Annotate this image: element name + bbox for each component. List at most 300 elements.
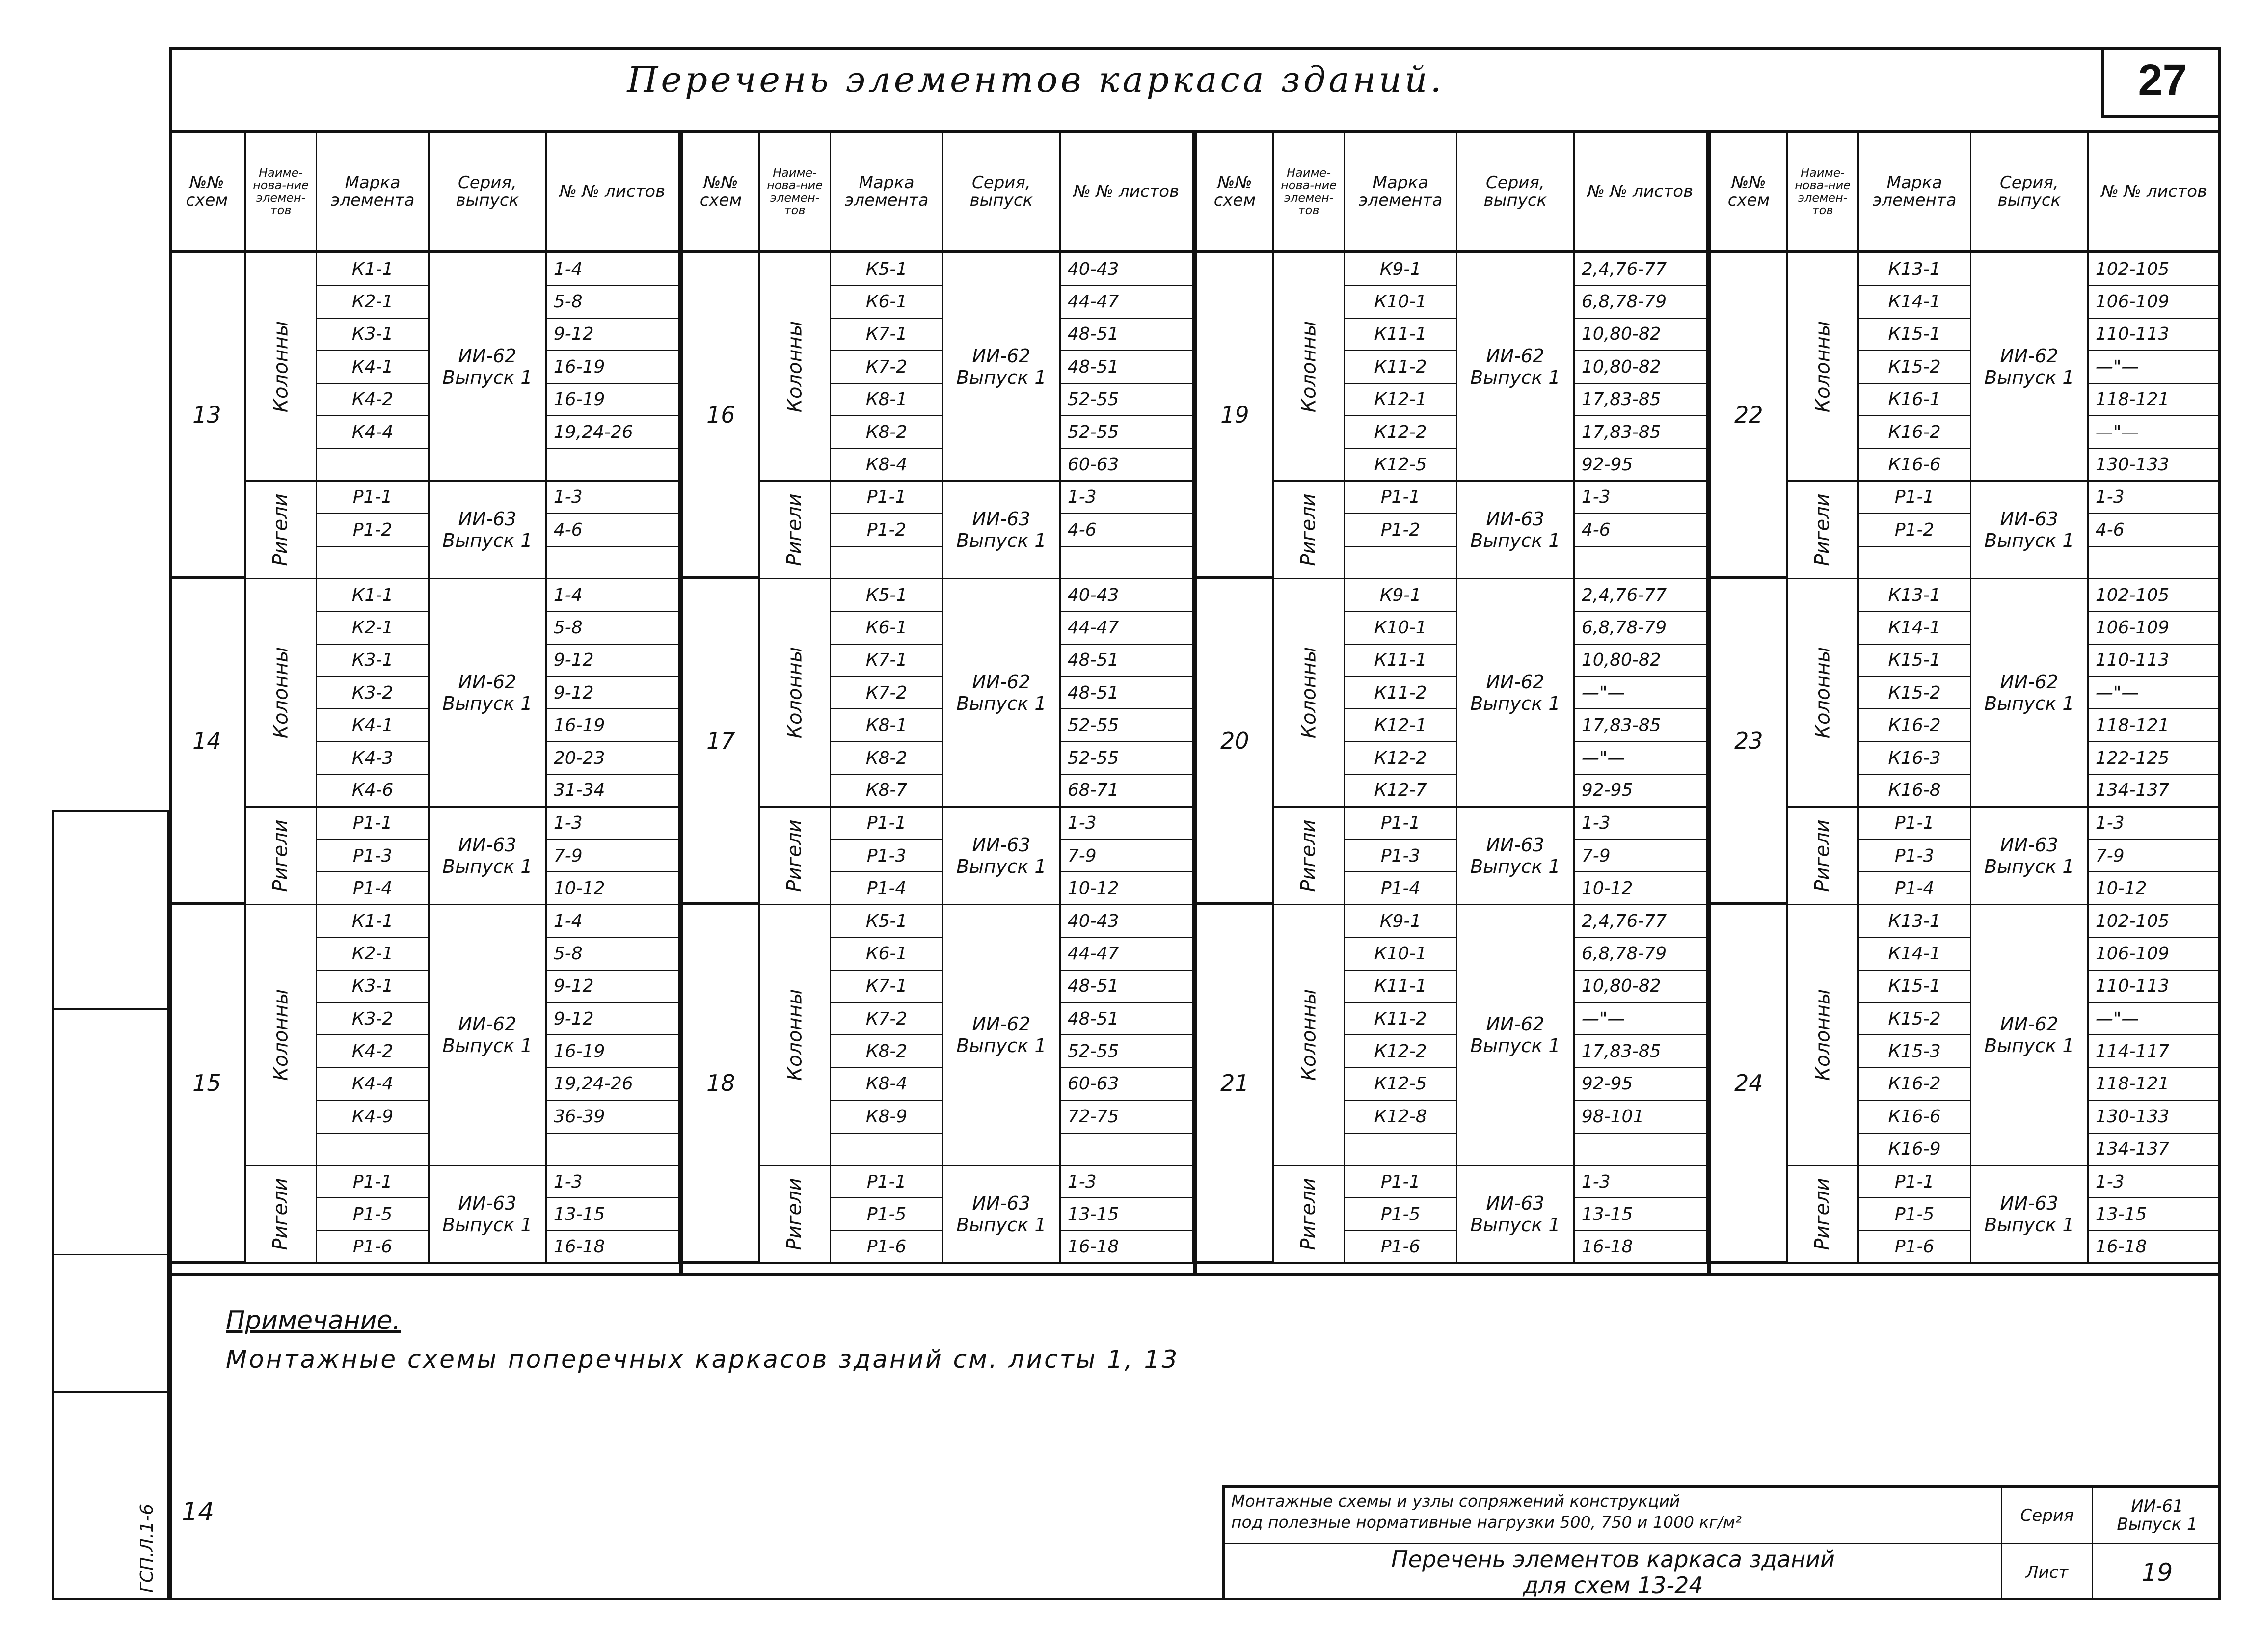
element-series <box>943 579 1061 808</box>
element-sheets: 5-8 <box>547 938 679 970</box>
element-mark: К12-2 <box>1345 742 1457 775</box>
element-mark: К16-6 <box>1859 449 1971 481</box>
element-mark <box>1345 1134 1457 1166</box>
series-line: ИИ-62 <box>2000 1013 2059 1035</box>
element-mark: К13-1 <box>1859 905 1971 938</box>
element-mark: К8-2 <box>831 742 943 775</box>
element-sheets: 102-105 <box>2089 253 2221 286</box>
element-type <box>1788 808 1859 905</box>
element-mark: К6-1 <box>831 612 943 644</box>
element-mark: К4-6 <box>317 775 430 807</box>
element-mark: Р1-3 <box>831 840 943 872</box>
element-mark: Р1-4 <box>1859 872 1971 905</box>
element-mark: К7-2 <box>831 677 943 709</box>
element-mark: К4-2 <box>317 384 430 416</box>
element-mark: Р1-5 <box>831 1198 943 1231</box>
element-mark: К4-1 <box>317 351 430 383</box>
element-sheets: 6,8,78-79 <box>1575 938 1707 970</box>
series-line: ИИ-63 <box>458 1192 517 1215</box>
element-mark: Р1-6 <box>317 1231 430 1264</box>
element-mark: К12-7 <box>1345 775 1457 807</box>
header-mark: Марка элемента <box>317 133 430 253</box>
header-series: Серия, выпуск <box>430 133 547 253</box>
element-sheets: 16-18 <box>2089 1231 2221 1264</box>
series-line: Выпуск 1 <box>442 366 533 388</box>
element-mark <box>831 547 943 579</box>
header-sheets: № № листов <box>1061 133 1193 253</box>
element-mark: К11-2 <box>1345 351 1457 383</box>
element-mark: Р1-5 <box>1859 1198 1971 1231</box>
scheme-number: 14 <box>169 579 246 905</box>
element-mark: Р1-2 <box>317 514 430 546</box>
element-mark: Р1-1 <box>1859 482 1971 514</box>
element-mark: Р1-1 <box>831 482 943 514</box>
element-sheets: 4-6 <box>2089 514 2221 546</box>
header-series: Серия, выпуск <box>1971 133 2089 253</box>
element-type-label: Колонны <box>1297 647 1320 739</box>
header-scheme: №№ схем <box>169 133 246 253</box>
element-mark: К16-8 <box>1859 775 1971 807</box>
header-scheme: №№ схем <box>683 133 760 253</box>
element-mark: К10-1 <box>1345 612 1457 644</box>
element-series <box>943 253 1061 482</box>
element-sheets: 48-51 <box>1061 319 1193 351</box>
element-sheets: 13-15 <box>1575 1198 1707 1231</box>
element-sheets: 9-12 <box>547 1003 679 1035</box>
element-series <box>943 482 1061 579</box>
element-sheets: 52-55 <box>1061 416 1193 449</box>
scheme-number: 21 <box>1197 905 1274 1264</box>
element-mark: К3-1 <box>317 971 430 1003</box>
series-value-line: ИИ-61 <box>2131 1496 2183 1516</box>
side-divider <box>54 1008 167 1010</box>
element-series <box>1971 482 2089 579</box>
element-mark: К12-5 <box>1345 1068 1457 1101</box>
element-type <box>1788 253 1859 482</box>
element-type-label: Ригели <box>783 1178 807 1250</box>
element-type-label: Ригели <box>269 819 293 892</box>
element-sheets: 102-105 <box>2089 579 2221 612</box>
element-sheets: 4-6 <box>547 514 679 546</box>
element-mark: К11-2 <box>1345 677 1457 709</box>
element-sheets: —"— <box>2089 677 2221 709</box>
element-sheets: 102-105 <box>2089 905 2221 938</box>
header-series: Серия, выпуск <box>943 133 1061 253</box>
series-line: Выпуск 1 <box>1984 855 2074 877</box>
element-sheets: 7-9 <box>547 840 679 872</box>
element-mark: Р1-6 <box>831 1231 943 1264</box>
element-mark: К15-2 <box>1859 1003 1971 1035</box>
series-line: Выпуск 1 <box>1984 692 2074 714</box>
series-line: ИИ-63 <box>1486 508 1545 530</box>
header-scheme: №№ схем <box>1711 133 1788 253</box>
element-sheets: 16-19 <box>547 351 679 383</box>
notes-title: Примечание. <box>226 1306 401 1335</box>
element-mark: К7-2 <box>831 351 943 383</box>
series-line: ИИ-63 <box>458 508 517 530</box>
scheme-number: 19 <box>1197 253 1274 579</box>
series-line: ИИ-62 <box>458 1013 517 1035</box>
element-sheets: 1-3 <box>2089 1166 2221 1198</box>
element-mark: К15-1 <box>1859 645 1971 677</box>
element-mark: К8-2 <box>831 416 943 449</box>
element-mark <box>317 449 430 481</box>
element-mark: К12-5 <box>1345 449 1457 481</box>
element-mark: Р1-4 <box>317 872 430 905</box>
element-mark: К16-3 <box>1859 742 1971 775</box>
header-series: Серия, выпуск <box>1457 133 1575 253</box>
element-mark: К8-4 <box>831 1068 943 1101</box>
element-sheets: 16-19 <box>547 709 679 742</box>
series-line: Выпуск 1 <box>442 855 533 877</box>
table-group <box>683 133 1197 1273</box>
element-mark: К15-2 <box>1859 351 1971 383</box>
element-type-label: Ригели <box>783 819 807 892</box>
scheme-number: 23 <box>1711 579 1788 905</box>
element-mark: К6-1 <box>831 286 943 318</box>
element-sheets: 40-43 <box>1061 253 1193 286</box>
element-sheets <box>547 449 679 481</box>
corner-number: 14 <box>182 1497 215 1527</box>
element-sheets: 13-15 <box>1061 1198 1193 1231</box>
element-sheets: 17,83-85 <box>1575 1035 1707 1068</box>
element-sheets: 16-18 <box>1061 1231 1193 1264</box>
table-group <box>169 133 683 1273</box>
element-type <box>1274 482 1345 579</box>
element-sheets: 92-95 <box>1575 1068 1707 1101</box>
element-mark: К4-4 <box>317 416 430 449</box>
series-line: ИИ-62 <box>972 1013 1031 1035</box>
series-line: Выпуск 1 <box>956 692 1047 714</box>
element-mark: Р1-1 <box>317 1166 430 1198</box>
series-value-line: Выпуск 1 <box>2117 1515 2198 1534</box>
element-type-label: Ригели <box>1297 819 1320 892</box>
element-sheets: 52-55 <box>1061 384 1193 416</box>
element-sheets: 1-4 <box>547 253 679 286</box>
series-line: Выпуск 1 <box>1984 1034 2074 1056</box>
sheet-title-line: Перечень элементов каркаса зданий <box>1391 1546 1835 1572</box>
title-block-sheet-title <box>1225 1544 2001 1600</box>
element-sheets: 44-47 <box>1061 286 1193 318</box>
element-type-label: Колонны <box>269 989 293 1081</box>
element-sheets: 5-8 <box>547 286 679 318</box>
element-mark: К14-1 <box>1859 612 1971 644</box>
element-sheets: 10-12 <box>1061 872 1193 905</box>
element-series <box>943 1166 1061 1264</box>
element-mark: К10-1 <box>1345 286 1457 318</box>
series-line: Выпуск 1 <box>1470 692 1561 714</box>
element-mark: Р1-1 <box>1345 808 1457 840</box>
element-type-label: Ригели <box>269 1178 293 1250</box>
element-mark: Р1-2 <box>1345 514 1457 546</box>
scheme-number: 24 <box>1711 905 1788 1264</box>
element-mark: К12-2 <box>1345 1035 1457 1068</box>
header-type: Наиме-нова-ние элемен-тов <box>760 133 831 253</box>
element-sheets: 1-3 <box>547 1166 679 1198</box>
element-sheets: 16-18 <box>1575 1231 1707 1264</box>
element-type-label: Ригели <box>1811 1178 1834 1250</box>
element-sheets: 7-9 <box>1575 840 1707 872</box>
element-mark <box>317 1134 430 1166</box>
element-sheets: 31-34 <box>547 775 679 807</box>
element-series <box>1457 1166 1575 1264</box>
element-sheets: —"— <box>2089 351 2221 383</box>
element-mark: Р1-1 <box>1859 1166 1971 1198</box>
element-sheets: 40-43 <box>1061 579 1193 612</box>
element-mark: Р1-6 <box>1859 1231 1971 1264</box>
description-line: Монтажные схемы и узлы сопряжений конструкций <box>1231 1491 1680 1511</box>
element-type <box>246 253 317 482</box>
series-line: ИИ-63 <box>1486 1192 1545 1215</box>
element-sheets: 10,80-82 <box>1575 351 1707 383</box>
header-mark: Марка элемента <box>831 133 943 253</box>
element-type-label: Колонны <box>1297 321 1320 413</box>
element-mark: К4-4 <box>317 1068 430 1101</box>
series-line: Выпуск 1 <box>956 1034 1047 1056</box>
element-mark: К16-1 <box>1859 384 1971 416</box>
element-sheets <box>1061 1134 1193 1166</box>
element-type <box>1274 905 1345 1166</box>
element-sheets <box>1575 1134 1707 1166</box>
element-sheets: 106-109 <box>2089 286 2221 318</box>
element-sheets: 20-23 <box>547 742 679 775</box>
element-mark: К8-4 <box>831 449 943 481</box>
header-type: Наиме-нова-ние элемен-тов <box>1274 133 1345 253</box>
element-mark: К16-2 <box>1859 709 1971 742</box>
element-sheets: 2,4,76-77 <box>1575 253 1707 286</box>
element-type-label: Колонны <box>783 647 807 739</box>
element-type <box>246 905 317 1166</box>
element-type-label: Ригели <box>269 493 293 566</box>
scheme-number: 16 <box>683 253 760 579</box>
element-mark: К12-8 <box>1345 1101 1457 1133</box>
element-type <box>246 482 317 579</box>
element-mark: Р1-4 <box>1345 872 1457 905</box>
element-type <box>1788 905 1859 1166</box>
element-sheets: 16-18 <box>547 1231 679 1264</box>
element-mark: Р1-1 <box>1859 808 1971 840</box>
element-sheets: 130-133 <box>2089 449 2221 481</box>
series-line: Выпуск 1 <box>1984 1214 2074 1236</box>
element-mark: К11-1 <box>1345 971 1457 1003</box>
element-series <box>1971 808 2089 905</box>
series-line: ИИ-63 <box>2000 508 2059 530</box>
element-sheets: 2,4,76-77 <box>1575 905 1707 938</box>
element-mark: К8-9 <box>831 1101 943 1133</box>
element-sheets: 10,80-82 <box>1575 645 1707 677</box>
header-mark: Марка элемента <box>1345 133 1457 253</box>
element-mark: К14-1 <box>1859 938 1971 970</box>
element-mark: К4-1 <box>317 709 430 742</box>
element-sheets: 10-12 <box>2089 872 2221 905</box>
element-sheets: 1-3 <box>1061 808 1193 840</box>
element-sheets: 13-15 <box>2089 1198 2221 1231</box>
element-mark: К12-1 <box>1345 709 1457 742</box>
series-line: Выпуск 1 <box>442 529 533 551</box>
series-line: Выпуск 1 <box>1984 529 2074 551</box>
element-mark: Р1-1 <box>317 808 430 840</box>
series-line: Выпуск 1 <box>442 1034 533 1056</box>
element-type <box>1274 253 1345 482</box>
header-scheme: №№ схем <box>1197 133 1274 253</box>
element-series <box>1457 905 1575 1166</box>
scheme-number: 22 <box>1711 253 1788 579</box>
element-type <box>760 253 831 482</box>
series-line: ИИ-63 <box>458 834 517 856</box>
element-mark: К4-3 <box>317 742 430 775</box>
element-sheets: 16-19 <box>547 1035 679 1068</box>
series-value <box>2092 1488 2221 1544</box>
element-sheets: 17,83-85 <box>1575 416 1707 449</box>
element-mark: К1-1 <box>317 905 430 938</box>
element-sheets: 40-43 <box>1061 905 1193 938</box>
element-sheets: 110-113 <box>2089 971 2221 1003</box>
element-sheets: 17,83-85 <box>1575 384 1707 416</box>
element-sheets: 48-51 <box>1061 351 1193 383</box>
element-mark: К1-1 <box>317 253 430 286</box>
element-mark: К12-2 <box>1345 416 1457 449</box>
element-mark: К13-1 <box>1859 253 1971 286</box>
element-series <box>1971 905 2089 1166</box>
element-type <box>760 482 831 579</box>
element-sheets <box>547 1134 679 1166</box>
element-sheets: 60-63 <box>1061 449 1193 481</box>
element-type <box>1788 579 1859 808</box>
element-type-label: Колонны <box>1297 989 1320 1081</box>
series-line: ИИ-62 <box>2000 671 2059 693</box>
scheme-number: 15 <box>169 905 246 1264</box>
title-block <box>1222 1485 2221 1600</box>
element-mark: Р1-1 <box>1345 1166 1457 1198</box>
element-mark: К11-1 <box>1345 645 1457 677</box>
element-sheets: 10,80-82 <box>1575 971 1707 1003</box>
element-sheets: 7-9 <box>1061 840 1193 872</box>
element-sheets: 52-55 <box>1061 1035 1193 1068</box>
elements-table <box>169 130 2221 1276</box>
element-mark: К16-6 <box>1859 1101 1971 1133</box>
element-mark: Р1-3 <box>317 840 430 872</box>
element-mark: К7-1 <box>831 971 943 1003</box>
header-sheets: № № листов <box>547 133 679 253</box>
element-mark: К15-2 <box>1859 677 1971 709</box>
element-sheets: 6,8,78-79 <box>1575 286 1707 318</box>
series-line: Выпуск 1 <box>442 1214 533 1236</box>
series-line: Выпуск 1 <box>956 855 1047 877</box>
element-mark: К3-1 <box>317 319 430 351</box>
element-sheets: 1-3 <box>547 482 679 514</box>
series-line: Выпуск 1 <box>1470 529 1561 551</box>
element-series <box>430 579 547 808</box>
element-series <box>430 905 547 1166</box>
scheme-number: 17 <box>683 579 760 905</box>
series-line: ИИ-62 <box>458 671 517 693</box>
series-line: Выпуск 1 <box>1470 855 1561 877</box>
element-series <box>1457 253 1575 482</box>
element-sheets: 44-47 <box>1061 612 1193 644</box>
element-type-label: Колонны <box>783 989 807 1081</box>
element-series <box>430 253 547 482</box>
element-mark: Р1-3 <box>1859 840 1971 872</box>
element-sheets: 17,83-85 <box>1575 709 1707 742</box>
series-line: Выпуск 1 <box>956 529 1047 551</box>
element-sheets: 19,24-26 <box>547 1068 679 1101</box>
series-line: ИИ-63 <box>972 834 1031 856</box>
element-mark: К5-1 <box>831 905 943 938</box>
element-mark: Р1-6 <box>1345 1231 1457 1264</box>
element-type <box>1788 1166 1859 1264</box>
series-line: ИИ-63 <box>2000 1192 2059 1215</box>
series-line: Выпуск 1 <box>1470 1214 1561 1236</box>
element-sheets <box>2089 547 2221 579</box>
side-approval-stamp <box>52 810 169 1600</box>
element-type <box>246 579 317 808</box>
element-sheets: 1-3 <box>2089 808 2221 840</box>
element-mark: К2-1 <box>317 286 430 318</box>
series-line: Выпуск 1 <box>956 366 1047 388</box>
table-group <box>1711 133 2221 1273</box>
element-mark: К15-1 <box>1859 971 1971 1003</box>
scheme-number: 18 <box>683 905 760 1264</box>
element-mark: К11-1 <box>1345 319 1457 351</box>
element-sheets: 19,24-26 <box>547 416 679 449</box>
element-sheets: 110-113 <box>2089 645 2221 677</box>
element-mark: К3-1 <box>317 645 430 677</box>
element-sheets: —"— <box>2089 1003 2221 1035</box>
element-sheets: 1-3 <box>547 808 679 840</box>
element-sheets: 134-137 <box>2089 775 2221 807</box>
element-mark: К4-9 <box>317 1101 430 1133</box>
element-type <box>1274 579 1345 808</box>
element-sheets: 4-6 <box>1575 514 1707 546</box>
element-type <box>760 808 831 905</box>
page-title: Перечень элементов каркаса зданий. <box>627 59 1445 100</box>
element-sheets: 9-12 <box>547 677 679 709</box>
element-sheets: 134-137 <box>2089 1134 2221 1166</box>
series-line: Выпуск 1 <box>442 692 533 714</box>
element-mark: Р1-4 <box>831 872 943 905</box>
element-mark: К7-1 <box>831 645 943 677</box>
scheme-number: 20 <box>1197 579 1274 905</box>
element-sheets: 1-3 <box>1575 482 1707 514</box>
element-mark: Р1-5 <box>1345 1198 1457 1231</box>
element-sheets <box>1061 547 1193 579</box>
element-sheets: 118-121 <box>2089 709 2221 742</box>
element-type <box>246 1166 317 1264</box>
element-sheets: 106-109 <box>2089 938 2221 970</box>
element-type <box>1274 808 1345 905</box>
element-type-label: Колонны <box>1811 989 1834 1081</box>
element-mark: К8-1 <box>831 384 943 416</box>
series-label: Серия <box>2001 1488 2092 1544</box>
element-sheets: —"— <box>1575 1003 1707 1035</box>
element-sheets: 9-12 <box>547 971 679 1003</box>
element-sheets: 1-3 <box>1061 482 1193 514</box>
element-sheets: 48-51 <box>1061 677 1193 709</box>
element-mark <box>317 547 430 579</box>
series-line: ИИ-62 <box>1486 671 1545 693</box>
element-sheets: 9-12 <box>547 645 679 677</box>
series-line: ИИ-62 <box>1486 345 1545 367</box>
element-type-label: Колонны <box>1811 647 1834 739</box>
series-line: Выпуск 1 <box>1470 1034 1561 1056</box>
element-mark: К16-9 <box>1859 1134 1971 1166</box>
element-sheets: 52-55 <box>1061 742 1193 775</box>
element-mark: Р1-1 <box>831 808 943 840</box>
title-block-description <box>1225 1488 2001 1544</box>
element-sheets: 1-3 <box>1575 808 1707 840</box>
element-sheets: 110-113 <box>2089 319 2221 351</box>
element-sheets: 13-15 <box>547 1198 679 1231</box>
